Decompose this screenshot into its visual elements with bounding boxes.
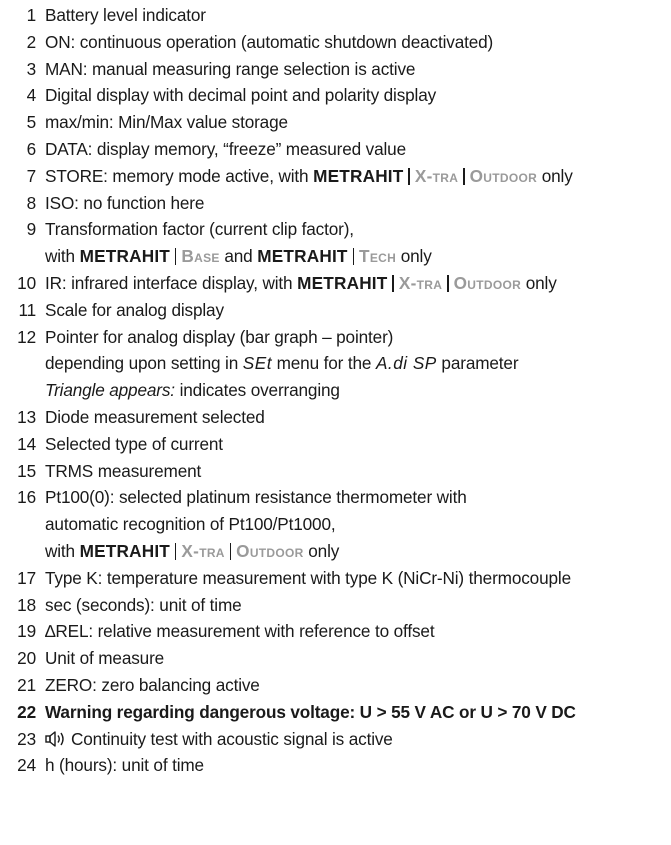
brand-separator — [392, 275, 393, 292]
model-name-outdoor: Outdoor — [236, 540, 304, 561]
item-number: 13 — [17, 406, 36, 427]
item-number: 11 — [18, 299, 36, 320]
list-item — [0, 645, 671, 672]
brand-separator — [408, 168, 409, 185]
list-item — [0, 190, 671, 217]
item-text-line2: depending upon setting in SEt menu for the A.di SP parameter — [45, 353, 519, 374]
list-item — [0, 458, 671, 485]
segment-display-text: SEt — [242, 353, 272, 374]
item-number: 8 — [26, 192, 36, 213]
list-item — [0, 324, 671, 404]
item-text: Diode measurement selected — [45, 406, 265, 427]
item-text: Battery level indicator — [45, 5, 206, 25]
item-text-line2: automatic recognition of Pt100/Pt1000, — [45, 514, 336, 535]
item-text-line3: with METRAHIT X-tra Outdoor only — [45, 540, 340, 561]
model-name-xtra: X-tra — [181, 540, 225, 561]
item-text: Pt100(0): selected platinum resistance thermometer with — [45, 487, 467, 508]
list-item — [0, 2, 671, 29]
item-text-line2: with METRAHIT Base and METRAHIT Tech only — [45, 246, 432, 267]
list-item — [0, 672, 671, 699]
list-item — [0, 297, 671, 324]
brand-separator — [353, 248, 354, 265]
model-name-base: Base — [181, 246, 220, 267]
item-number: 14 — [17, 433, 36, 454]
item-text: ISO: no function here — [45, 192, 205, 213]
item-text-line3: Triangle appears: indicates overranging — [45, 380, 340, 401]
item-number: 18 — [17, 594, 36, 615]
list-item — [0, 726, 671, 753]
item-number: 22 — [17, 701, 36, 722]
item-text-suffix: only — [541, 165, 573, 186]
model-name-tech: Tech — [359, 246, 397, 267]
item-body — [45, 216, 671, 270]
brand-name: METRAHIT — [257, 246, 348, 267]
item-text: DATA: display memory, “freeze” measured value — [45, 138, 406, 159]
list-item — [0, 484, 671, 564]
model-name-xtra: X-tra — [398, 272, 443, 293]
item-text-suffix: only — [525, 272, 557, 293]
item-number: 7 — [26, 165, 36, 186]
item-number: 17 — [17, 567, 36, 588]
model-name-outdoor: Outdoor — [469, 165, 538, 186]
list-item — [0, 82, 671, 109]
item-text: Unit of measure — [45, 648, 165, 669]
item-number: 2 — [26, 31, 36, 52]
list-item — [0, 404, 671, 431]
item-number: 21 — [17, 674, 36, 695]
item-number: 23 — [17, 728, 36, 749]
item-text: Type K: temperature measurement with type K (NiCr-Ni) thermocouple — [45, 567, 571, 588]
item-text: STORE: memory mode active, with — [45, 165, 309, 186]
item-text: max/min: Min/Max value storage — [45, 112, 288, 133]
item-body — [45, 163, 671, 190]
item-number: 10 — [17, 272, 36, 293]
segment-display-text: A.di SP — [375, 353, 437, 374]
item-text: ∆REL: relative measurement with reference to offset — [45, 621, 435, 642]
item-text: ZERO: zero balancing active — [45, 674, 260, 695]
item-number: 3 — [26, 58, 36, 79]
item-number: 5 — [26, 112, 36, 133]
item-text: IR: infrared interface display, with — [45, 272, 293, 293]
item-text: Continuity test with acoustic signal is active — [71, 728, 393, 749]
item-text: Transformation factor (current clip factor), — [45, 219, 354, 240]
list-item — [0, 109, 671, 136]
item-text: sec (seconds): unit of time — [45, 594, 242, 615]
item-number: 24 — [17, 755, 36, 776]
model-name-outdoor: Outdoor — [453, 272, 522, 293]
item-number: 4 — [26, 85, 36, 106]
brand-separator — [463, 168, 464, 185]
item-number: 9 — [26, 219, 36, 240]
list-item — [0, 270, 671, 297]
list-item — [0, 618, 671, 645]
brand-name: METRAHIT — [79, 540, 171, 561]
list-item — [0, 752, 671, 779]
item-body — [45, 270, 671, 297]
item-text: ON: continuous operation (automatic shutdown deactivated) — [45, 31, 494, 52]
item-number: 1 — [26, 5, 36, 25]
item-number: 12 — [17, 326, 36, 347]
brand-separator — [175, 543, 176, 560]
brand-separator — [175, 248, 176, 265]
item-text: Warning regarding dangerous voltage: U > 55 V AC or U > 70 V DC — [45, 701, 576, 722]
item-number: 16 — [17, 487, 36, 508]
brand-separator — [230, 543, 231, 560]
list-item — [0, 163, 671, 190]
item-body — [45, 726, 671, 753]
item-text: Selected type of current — [45, 433, 223, 454]
list-item-warning — [0, 699, 671, 726]
list-item — [0, 136, 671, 163]
list-item — [0, 592, 671, 619]
item-text: h (hours): unit of time — [45, 755, 204, 776]
item-text: Pointer for analog display (bar graph – pointer) — [45, 326, 394, 347]
brand-name: METRAHIT — [297, 272, 388, 293]
list-item — [0, 216, 671, 270]
item-body — [45, 324, 671, 404]
item-text: MAN: manual measuring range selection is active — [45, 58, 416, 79]
brand-name: METRAHIT — [79, 246, 171, 267]
list-item — [0, 56, 671, 83]
item-text: Digital display with decimal point and polarity display — [45, 85, 437, 106]
brand-name: METRAHIT — [313, 165, 404, 186]
list-item — [0, 565, 671, 592]
item-body — [45, 484, 671, 564]
item-number: 19 — [17, 621, 36, 642]
item-number: 15 — [17, 460, 36, 481]
brand-separator — [447, 275, 448, 292]
speaker-icon — [45, 730, 67, 748]
model-name-xtra: X-tra — [414, 165, 459, 186]
item-number: 6 — [26, 138, 36, 159]
item-number: 20 — [17, 648, 36, 669]
list-item — [0, 29, 671, 56]
item-text: TRMS measurement — [45, 460, 202, 481]
list-item — [0, 431, 671, 458]
item-text: Scale for analog display — [45, 299, 224, 320]
